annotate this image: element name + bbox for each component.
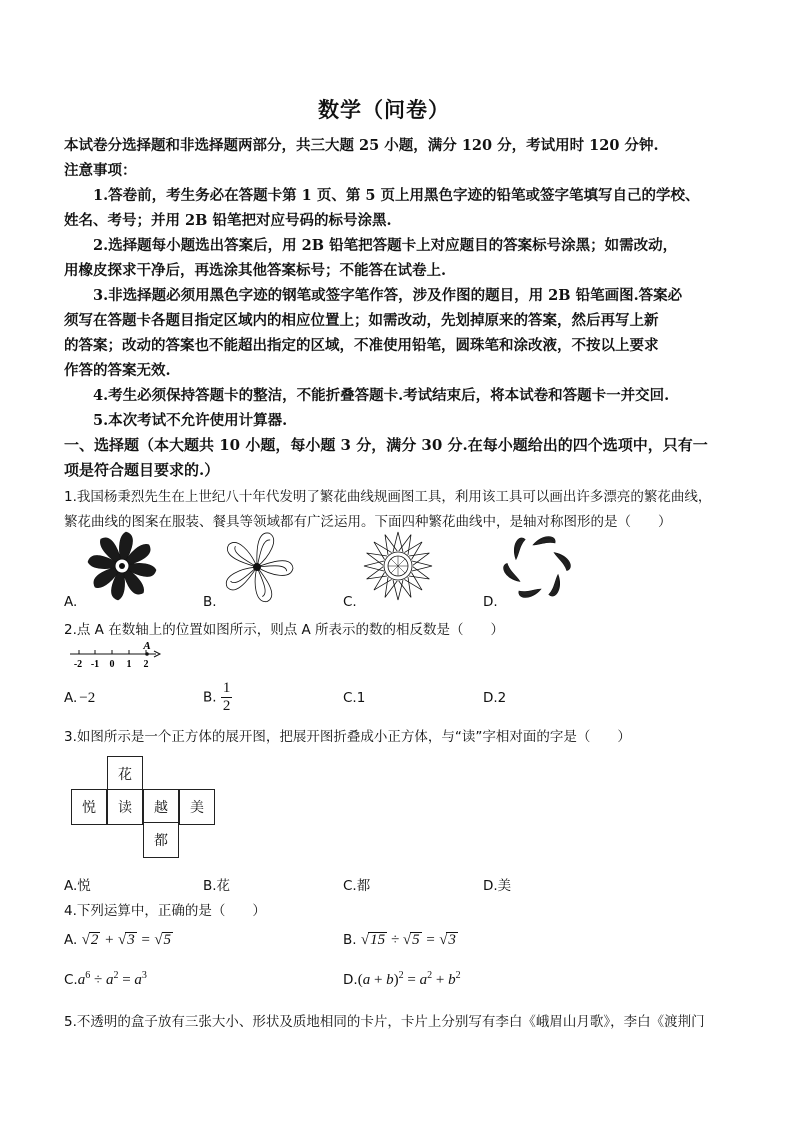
fraction-one-half: $\frac{1}{2}$: [222, 680, 231, 714]
notes-heading: 注意事项：: [64, 162, 137, 179]
flower-d-figure: [500, 530, 574, 604]
q3-option-b: B.花: [203, 878, 231, 894]
section-heading-cont: 项是符合题目要求的.）: [64, 461, 220, 479]
q1-option-c: C.: [343, 594, 357, 610]
page-title: 数学（问卷）: [318, 97, 450, 122]
cube-net-cell: 悦: [71, 789, 107, 825]
q4-option-a: A. √2 + √3 = √5: [64, 932, 172, 948]
note-line: 须写在答题卡各题目指定区域内的相应位置上；如需改动，先划掉原来的答案，然后再写上新: [64, 312, 659, 329]
axis-tick-label: 1: [126, 659, 132, 670]
cube-net-cell: 越: [143, 789, 179, 825]
flower-a-figure: [84, 528, 160, 604]
axis-tick-label: -2: [73, 659, 83, 670]
cube-net-cell: 美: [179, 789, 215, 825]
note-line: 作答的答案无效.: [64, 362, 171, 379]
flower-c-figure: [362, 530, 434, 602]
q1-option-b: B.: [203, 594, 217, 610]
note-line: 5.本次考试不允许使用计算器.: [93, 412, 288, 429]
cube-net-cell: 读: [107, 789, 143, 825]
axis-tick-label: -1: [90, 659, 100, 670]
q2-option-c: C.1: [343, 690, 366, 706]
q3-stem: 3.如图所示是一个正方体的展开图，把展开图折叠成小正方体，与“读”字相对面的字是（ ）: [64, 729, 631, 745]
note-line: 3.非选择题必须用黑色字迹的钢笔或签字笔作答，涉及作图的题目，用 2B 铅笔画图.答案必: [93, 287, 683, 304]
q4-stem: 4.下列运算中，正确的是（ ）: [64, 903, 266, 919]
note-line: 的答案；改动的答案也不能超出指定的区域，不准使用铅笔，圆珠笔和涂改液，不按以上要求: [64, 337, 659, 354]
note-line: 姓名、考号；并用 2B 铅笔把对应号码的标号涂黑.: [64, 212, 392, 229]
q1-stem-cont: 繁花曲线的图案在服装、餐具等领域都有广泛运用。下面四种繁花曲线中，是轴对称图形的是（ ）: [64, 514, 672, 530]
intro-text: 本试卷分选择题和非选择题两部分，共三大题 25 小题，满分 120 分，考试用时 120 分钟.: [64, 137, 659, 154]
q3-option-a: A.悦: [64, 878, 91, 894]
axis-point-label: A: [143, 640, 151, 652]
section-heading: 一、选择题（本大题共 10 小题，每小题 3 分，满分 30 分.在每小题给出的四个选项中，只有一: [64, 436, 708, 454]
q1-option-a: A.: [64, 594, 78, 610]
cube-net-cell: 花: [107, 756, 143, 792]
q1-option-d: D.: [483, 594, 498, 610]
note-line: 4.考生必须保持答题卡的整洁，不能折叠答题卡.考试结束后，将本试卷和答题卡一并交回.: [93, 387, 670, 404]
q4-option-b: B. √15 ÷ √5 = √3: [343, 932, 456, 948]
axis-tick-label: 0: [109, 659, 115, 670]
q4-option-d: $D.(a + b)^2 = a^2 + b^2$: [343, 970, 461, 988]
q3-option-c: C.都: [343, 878, 371, 894]
q5-stem: 5.不透明的盒子放有三张大小、形状及质地相同的卡片，卡片上分别写有李白《峨眉山月歌》，李白《渡荆门: [64, 1014, 705, 1030]
q2-option-d: D.2: [483, 690, 507, 706]
cube-net-cell: 都: [143, 822, 179, 858]
axis-tick-label: 2: [143, 659, 149, 670]
q2-option-a: A. −2: [64, 690, 96, 706]
note-line: 用橡皮探求干净后，再选涂其他答案标号；不能答在试卷上.: [64, 262, 447, 279]
flower-b-figure: [218, 528, 296, 606]
q3-option-d: D.美: [483, 878, 512, 894]
q4-option-c: $C.a^6 \div a^2 = a^3$: [64, 970, 147, 988]
note-line: 1.答卷前，考生务必在答题卡第 1 页、第 5 页上用黑色字迹的铅笔或签字笔填写自己的学校、: [93, 187, 700, 204]
q1-stem: 1.我国杨秉烈先生在上世纪八十年代发明了繁花曲线规画图工具，利用该工具可以画出许多漂亮的繁花曲线，: [64, 489, 712, 505]
q2-option-b: B. $\frac{1}{2}$: [203, 680, 231, 714]
number-line-figure: [68, 640, 162, 674]
note-line: 2.选择题每小题选出答案后，用 2B 铅笔把答题卡上对应题目的答案标号涂黑；如需改动，: [93, 237, 678, 254]
q2-stem: 2.点 A 在数轴上的位置如图所示，则点 A 所表示的数的相反数是（ ）: [64, 622, 505, 638]
